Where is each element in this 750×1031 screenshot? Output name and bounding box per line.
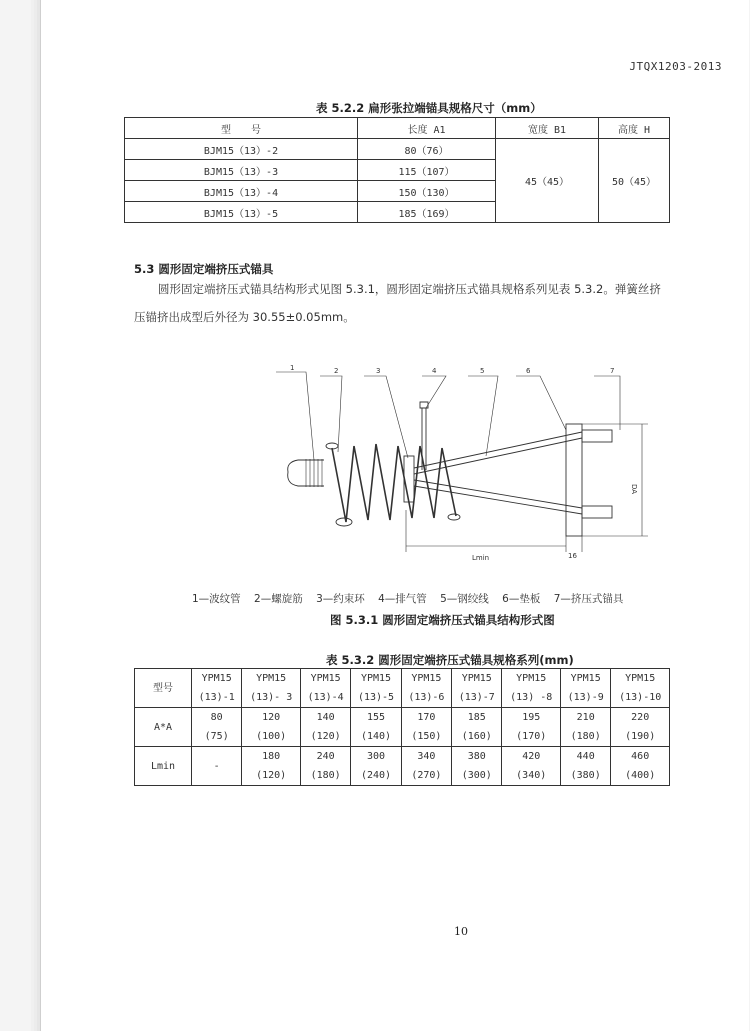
header-cell: 高度 H — [599, 118, 670, 139]
callout-5: 5 — [480, 367, 485, 375]
model-cell: BJM15（13）-3 — [125, 160, 358, 181]
length-cell: 115（107） — [358, 160, 496, 181]
extrusion-anchor-top — [582, 430, 612, 442]
spec-table-5-3-2 — [134, 668, 670, 786]
height-cell: 50（45） — [599, 139, 670, 223]
restraining-ring — [404, 456, 414, 502]
document-code: JTQX1203-2013 — [629, 60, 722, 73]
aa-cell: 155 (140) — [351, 708, 401, 747]
figure-caption: 图 5.3.1 圆形固定端挤压式锚具结构形式图 — [330, 613, 555, 627]
legend-item: 1—波纹管 — [192, 593, 241, 605]
spec-table-5-2-2 — [124, 117, 670, 223]
model-cell: YPM15 (13) -8 — [502, 669, 561, 708]
model-cell: BJM15（13）-4 — [125, 181, 358, 202]
aa-cell: 210 (180) — [561, 708, 611, 747]
section-paragraph-line2: 压锚挤出成型后外径为 30.55±0.05mm。 — [134, 310, 355, 324]
table-header-row — [125, 118, 670, 139]
aa-cell: 120 (100) — [242, 708, 301, 747]
lmin-cell: 340 (270) — [401, 747, 451, 786]
callout-2: 2 — [334, 367, 339, 375]
row-label: A*A — [135, 708, 192, 747]
lmin-cell: 240 (180) — [300, 747, 350, 786]
length-cell: 185（169） — [358, 202, 496, 223]
vent-pipe — [420, 402, 428, 470]
page-number: 10 — [454, 925, 468, 938]
legend-item: 5—钢绞线 — [440, 593, 489, 605]
width-cell: 45（45） — [496, 139, 599, 223]
spiral-rebar — [332, 444, 456, 522]
pipe-corrugations — [306, 459, 322, 487]
legend-item: 3—约束环 — [316, 593, 365, 605]
table1-caption: 表 5.2.2 扁形张拉端锚具规格尺寸（mm） — [316, 101, 542, 115]
legend-item: 7—挤压式锚具 — [553, 593, 624, 605]
callout-6: 6 — [526, 367, 531, 375]
dimension-lmin: Lmin — [472, 554, 490, 562]
lmin-cell: 420 (340) — [502, 747, 561, 786]
lmin-cell: 440 (380) — [561, 747, 611, 786]
model-cell: YPM15 (13)-4 — [300, 669, 350, 708]
model-cell: YPM15 (13)-5 — [351, 669, 401, 708]
section-heading: 5.3 圆形固定端挤压式锚具 — [134, 262, 274, 276]
dimension-da: DA — [630, 484, 638, 495]
dimension-16: 16 — [568, 552, 577, 560]
lmin-cell: 460 (400) — [611, 747, 670, 786]
callout-7: 7 — [610, 367, 615, 375]
callout-3: 3 — [376, 367, 381, 375]
callout-4: 4 — [432, 367, 437, 375]
model-cell: YPM15 (13)-7 — [452, 669, 502, 708]
aa-cell: 170 (150) — [401, 708, 451, 747]
length-cell: 150（130） — [358, 181, 496, 202]
callout-1: 1 — [290, 364, 295, 372]
model-cell: BJM15（13）-5 — [125, 202, 358, 223]
anchor-structure-diagram — [236, 360, 656, 572]
legend-item: 6—垫板 — [502, 593, 541, 605]
header-cell: 宽度 B1 — [496, 118, 599, 139]
model-cell: YPM15 (13)-1 — [192, 669, 242, 708]
lmin-cell: - — [192, 747, 242, 786]
legend-item: 2—螺旋筋 — [254, 593, 303, 605]
table-row-models — [135, 669, 670, 708]
section-paragraph-line1: 圆形固定端挤压式锚具结构形式见图 5.3.1，圆形固定端挤压式锚具规格系列见表 5.3.2。弹簧丝挤 — [158, 282, 661, 296]
model-cell: YPM15 (13)-9 — [561, 669, 611, 708]
aa-cell: 195 (170) — [502, 708, 561, 747]
row-label: Lmin — [135, 747, 192, 786]
model-cell: BJM15（13）-2 — [125, 139, 358, 160]
table-row — [125, 139, 670, 160]
lmin-cell: 300 (240) — [351, 747, 401, 786]
header-cell: 长度 A1 — [358, 118, 496, 139]
model-cell: YPM15 (13)-6 — [401, 669, 451, 708]
aa-cell: 80 (75) — [192, 708, 242, 747]
legend-item: 4—排气管 — [378, 593, 427, 605]
lmin-cell: 180 (120) — [242, 747, 301, 786]
extrusion-anchor-bottom — [582, 506, 612, 518]
lmin-cell: 380 (300) — [452, 747, 502, 786]
aa-cell: 220 (190) — [611, 708, 670, 747]
header-cell: 型 号 — [125, 118, 358, 139]
model-cell: YPM15 (13)- 3 — [242, 669, 301, 708]
table-row-aa — [135, 708, 670, 747]
aa-cell: 185 (160) — [452, 708, 502, 747]
length-cell: 80（76） — [358, 139, 496, 160]
figure-legend — [192, 591, 633, 606]
leader-lines — [276, 372, 620, 460]
dimension-lines — [406, 424, 648, 552]
table2-caption: 表 5.3.2 圆形固定端挤压式锚具规格系列(mm) — [326, 653, 574, 667]
table-row-lmin — [135, 747, 670, 786]
aa-cell: 140 (120) — [300, 708, 350, 747]
model-cell: YPM15 (13)-10 — [611, 669, 670, 708]
row-label: 型号 — [135, 669, 192, 708]
